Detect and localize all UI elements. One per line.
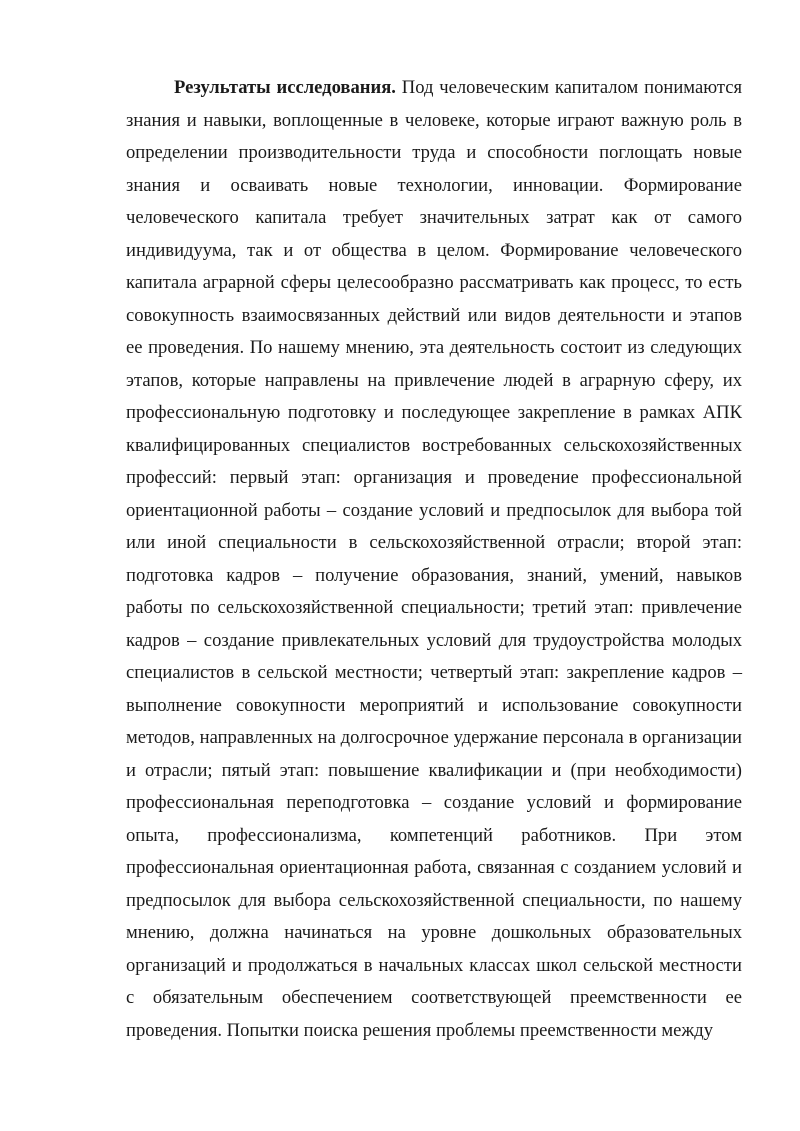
section-heading: Результаты исследования.: [174, 77, 396, 98]
paragraph-text: Под человеческим капиталом понимаются знания и навыки, воплощенные в человеке, которые играют важную роль в определении производительности труда и способности поглощать новые знания и осваивать новые технологии, инновации. Формирование человеческого капитала требует значительных затрат как от самого индивидуума, так и от общества в целом. Формирование человеческого капитала аграрной сферы целесообразно рассматривать как процесс, то есть совокупность взаимосвязанных действий или видов деятельности и этапов ее проведения. По нашему мнению, эта деятельность состоит из следующих этапов, которые направлены на привлечение людей в аграрную сферу, их профессиональную подготовку и последующее закрепление в рамках АПК квалифицированных специалистов востребованных сельскохозяйственных профессий: первый этап: организация и проведение профессиональной ориентационной работы – создание условий и предпосылок для выбора той или иной специальности в сельскохозяйственной отрасли; второй этап: подготовка кадров – получение образования, знаний, умений, навыков работы по сельскохозяйственной специальности; третий этап: привлечение кадров – создание привлекательных условий для трудоустройства молодых специалистов в сельской местности; четвертый этап: закрепление кадров – выполнение совокупности мероприятий и использование совокупности методов, направленных на долгосрочное удержание персонала в организации и отрасли; пятый этап: повышение квалификации и (при необходимости) профессиональная переподготовка – создание условий и формирование опыта, профессионализма, компетенций работников. При этом профессиональная ориентационная работа, связанная с созданием условий и предпосылок для выбора сельскохозяйственной специальности, по нашему мнению, должна начинаться на уровне дошкольных образовательных организаций и продолжаться в начальных классах школ сельской местности с обязательным обеспечением соответствующей преемственности ее проведения. Попытки поиска решения проблемы преемственности между: [126, 77, 742, 1041]
body-paragraph: [126, 72, 742, 1047]
